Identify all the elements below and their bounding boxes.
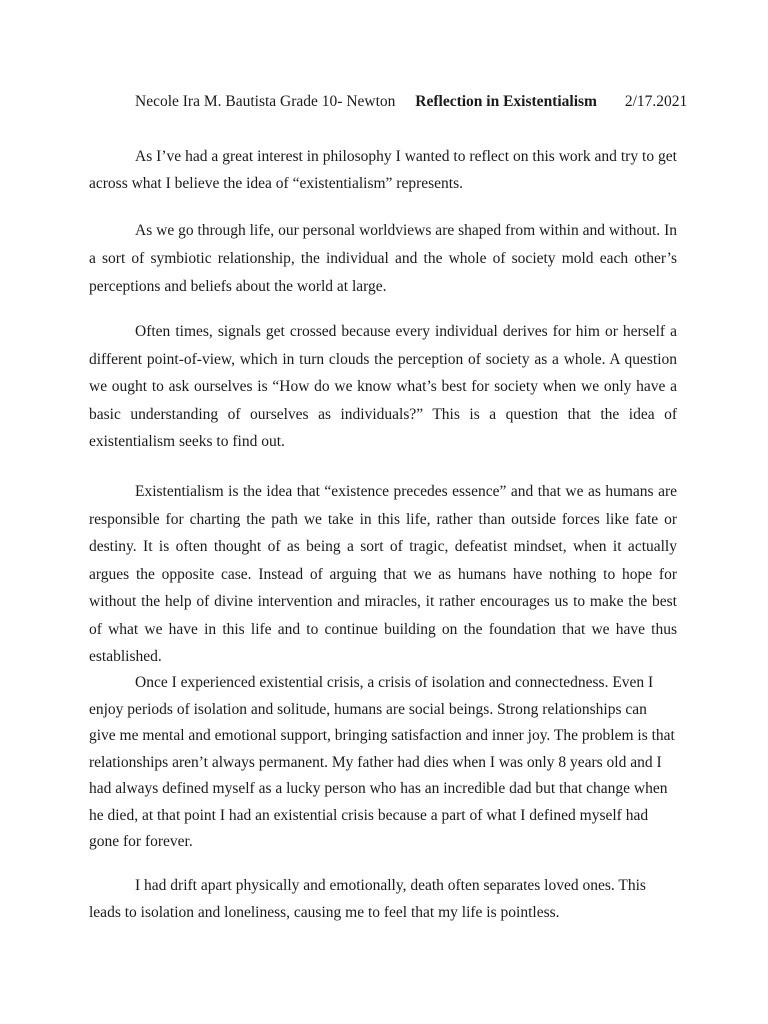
paragraph-3: Often times, signals get crossed because every individual derives for him or herself a different point-of-view, which in turn clouds the perception of society as a whole. A question we ought to ask ourselves is “How do we know what’s best for society when we only have a basic understanding of ourselves as individuals?” This is a question that the idea of existentialism seeks to find out. xyxy=(89,323,677,450)
paragraph-6: I had drift apart physically and emotionally, death often separates loved ones. This leads to isolation and loneliness, causing me to feel that my life is pointless. xyxy=(89,877,646,921)
document-date: 2/17.2021 xyxy=(624,93,688,110)
document-page xyxy=(89,0,688,1024)
document-title: Reflection in Existentialism xyxy=(415,93,597,110)
document-header xyxy=(135,92,687,112)
paragraph-5: Once I experienced existential crisis, a crisis of isolation and connectedness. Even I enjoy periods of isolation and solitude, humans are social beings. Strong relationships can give me mental and emotional support, bringing satisfaction and inner joy. The problem is that relationships aren’t always permanent. My father had dies when I was only 8 years old and I had always defined myself as a lucky person who has an incredible dad but that change when he died, at that point I had an existential crisis because a part of what I defined myself had gone for forever. xyxy=(89,674,675,850)
paragraph-4: Existentialism is the idea that “existence precedes essence” and that we as humans are responsible for charting the path we take in this life, rather than outside forces like fate or destiny. It is often thought of as being a sort of tragic, defeatist mindset, when it actually argues the opposite case. Instead of arguing that we as humans have nothing to hope for without the help of divine intervention and miracles, it rather encourages us to make the best of what we have in this life and to continue building on the foundation that we have thus established. xyxy=(89,483,677,665)
author-line: Necole Ira M. Bautista Grade 10- Newton xyxy=(135,93,396,110)
paragraph-1: As I’ve had a great interest in philosophy I wanted to reflect on this work and try to get across what I believe the idea of “existentialism” represents. xyxy=(89,148,677,192)
paragraph-2: As we go through life, our personal worldviews are shaped from within and without. In a sort of symbiotic relationship, the individual and the whole of society mold each other’s perceptions and beliefs about the world at large. xyxy=(89,222,677,295)
